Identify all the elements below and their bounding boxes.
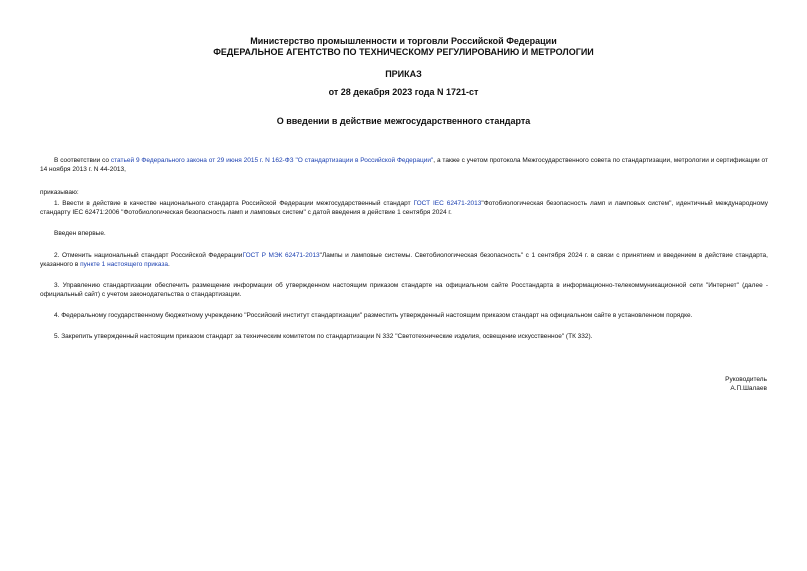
law-link[interactable]: статьей 9 Федерального закона от 29 июня 2015 г. N 162-ФЗ "О стандартизации в Российской Федерации"	[110, 157, 434, 164]
paragraph-item-3: 3. Управлению стандартизации обеспечить размещение информации об утвержденном настоящим приказом стандарте на официальном сайте Росстандарта в информационно-телекоммуникационной сети "Интернет" (далее - официальный сайт) с учетом законодательства о стандартизации.	[40, 282, 768, 298]
document-subject: О введении в действие межгосударственного стандарта	[276, 116, 531, 126]
gost-iec-link[interactable]: ГОСТ IEC 62471-2013	[413, 200, 482, 207]
document-date: от 28 декабря 2023 года N 1721-ст	[328, 87, 479, 97]
agency-name: ФЕДЕРАЛЬНОЕ АГЕНТСТВО ПО ТЕХНИЧЕСКОМУ РЕГУЛИРОВАНИЮ И МЕТРОЛОГИИ	[213, 47, 594, 57]
paragraph-introduced-first: Введен впервые.	[54, 230, 106, 237]
document-type: ПРИКАЗ	[385, 69, 422, 79]
signature-role: Руководитель	[725, 376, 767, 383]
order-word: приказываю:	[40, 189, 79, 196]
clause-1-link[interactable]: пункте 1 настоящего приказа	[80, 261, 169, 268]
paragraph-preamble: В соответствии со статьей 9 Федерального закона от 29 июня 2015 г. N 162-ФЗ "О стандартизации в Российской Федерации", а также с учетом протокола Межгосударственного совета по стандартизации, метрологии и сертификации от 14 ноября 2013 г. N 44-2013,	[40, 157, 768, 173]
gost-r-link[interactable]: ГОСТ Р МЭК 62471-2013	[242, 252, 320, 259]
paragraph-item-2: 2. Отменить национальный стандарт Российской ФедерацииГОСТ Р МЭК 62471-2013"Лампы и ламповые системы. Светобиологическая безопасность" с 1 сентября 2024 г. в связи с принятием и введением в действие стандарта, указанного в пункте 1 настоящего приказа.	[40, 252, 768, 268]
paragraph-item-1: 1. Ввести в действие в качестве национального стандарта Российской Федерации межгосударственный стандарт ГОСТ IEC 62471-2013"Фотобиологическая безопасность ламп и ламповых систем", идентичный международному стандарту IEC 62471:2006 "Фотобиологическая безопасность ламп и ламповых систем" с датой введения в действие 1 сентября 2024 г.	[40, 200, 769, 216]
signature-name: А.П.Шалаев	[730, 385, 767, 392]
paragraph-item-5: 5. Закрепить утвержденный настоящим приказом стандарт за техническим комитетом по стандартизации N 332 "Светотехнические изделия, освещение искусственное" (ТК 332).	[54, 333, 593, 340]
ministry-name: Министерство промышленности и торговли Российской Федерации	[250, 36, 557, 46]
paragraph-item-4: 4. Федеральному государственному бюджетному учреждению "Российский институт стандартизации" разместить утвержденный настоящим приказом стандарт на официальном сайте в установленном порядке.	[54, 312, 693, 319]
